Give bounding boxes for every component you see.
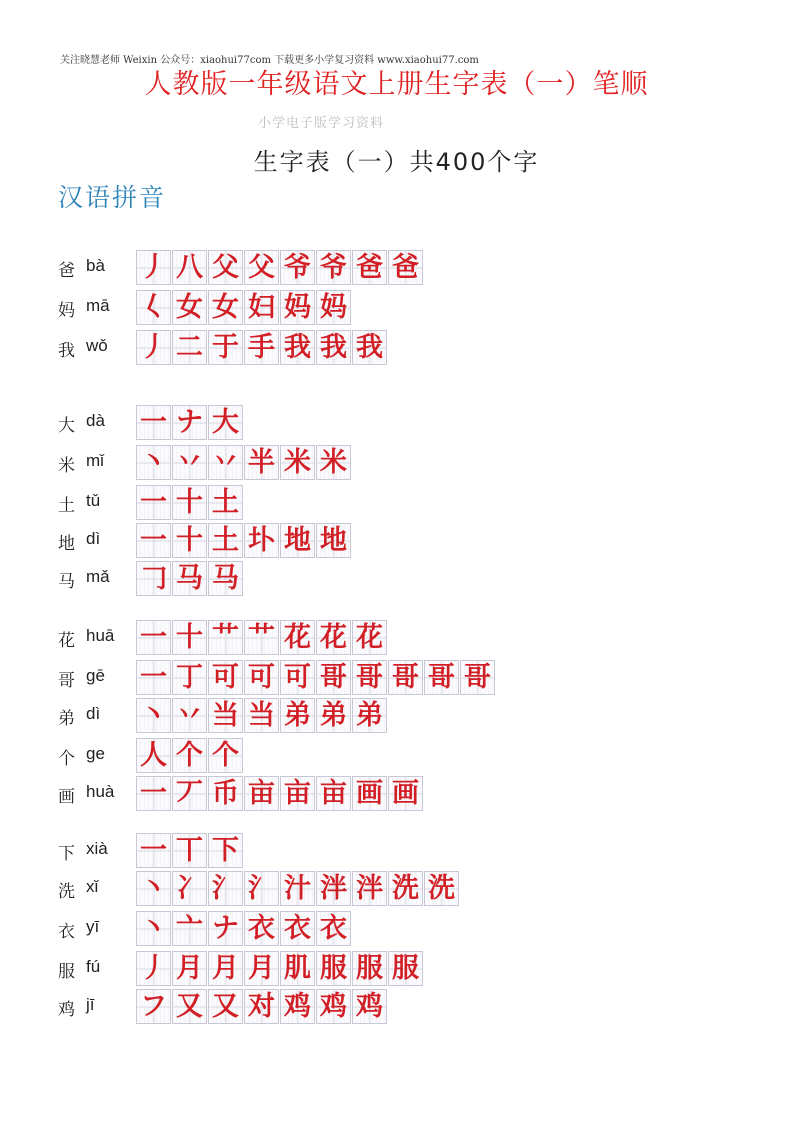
stroke-step-cell bbox=[208, 485, 243, 520]
stroke-step-glyph: 哥 bbox=[428, 662, 455, 693]
stroke-order-strip bbox=[136, 698, 388, 733]
stroke-step-glyph: 爸 bbox=[356, 252, 383, 283]
pinyin-label: mā bbox=[86, 296, 110, 315]
stroke-step-glyph: 又 bbox=[176, 991, 203, 1022]
stroke-step-glyph: 个 bbox=[176, 740, 203, 771]
stroke-step-cell bbox=[316, 523, 351, 558]
stroke-step-glyph: 洗 bbox=[428, 873, 455, 904]
stroke-step-cell bbox=[136, 738, 171, 773]
stroke-step-glyph: 丆 bbox=[176, 778, 203, 809]
stroke-step-cell bbox=[208, 989, 243, 1024]
stroke-step-cell bbox=[316, 776, 351, 811]
stroke-step-cell bbox=[208, 445, 243, 480]
char-label: 下 bbox=[58, 844, 75, 864]
watermark-text: 小学电子版学习资料 bbox=[258, 116, 385, 131]
stroke-step-glyph: 亩 bbox=[284, 778, 311, 809]
stroke-step-glyph: 人 bbox=[140, 740, 167, 771]
stroke-step-glyph: 丶 bbox=[140, 873, 167, 904]
stroke-step-cell bbox=[208, 911, 243, 946]
stroke-step-cell bbox=[172, 620, 207, 655]
header-note: 关注晓慧老师 Weixin 公众号：xiaohui77com 下载更多小学复习资料 www.xiaohui77.com bbox=[60, 55, 479, 66]
stroke-step-cell bbox=[208, 951, 243, 986]
stroke-step-glyph: 衣 bbox=[284, 913, 311, 944]
stroke-step-cell bbox=[316, 871, 351, 906]
stroke-step-cell bbox=[244, 911, 279, 946]
stroke-step-cell bbox=[352, 776, 387, 811]
stroke-step-cell bbox=[244, 523, 279, 558]
pinyin-label: mǐ bbox=[86, 451, 104, 470]
stroke-step-cell bbox=[208, 660, 243, 695]
stroke-step-glyph: 艹 bbox=[248, 622, 275, 653]
stroke-order-strip bbox=[136, 620, 388, 655]
pinyin-label: fú bbox=[86, 957, 101, 976]
stroke-step-glyph: 丶 bbox=[140, 447, 167, 478]
stroke-step-glyph: 对 bbox=[248, 991, 275, 1022]
page-subtitle: 生字表（一）共400个字 bbox=[253, 148, 540, 176]
stroke-step-cell bbox=[136, 561, 171, 596]
stroke-step-cell bbox=[280, 989, 315, 1024]
stroke-step-cell bbox=[388, 951, 423, 986]
stroke-step-cell bbox=[172, 523, 207, 558]
stroke-step-cell bbox=[208, 523, 243, 558]
stroke-step-glyph: 丶 bbox=[140, 913, 167, 944]
pinyin-label: mǎ bbox=[86, 567, 110, 586]
stroke-step-glyph: 可 bbox=[284, 662, 311, 693]
section-heading: 汉语拼音 bbox=[58, 183, 167, 212]
stroke-step-cell bbox=[136, 523, 171, 558]
stroke-step-glyph: 地 bbox=[284, 525, 311, 556]
stroke-step-cell bbox=[172, 250, 207, 285]
stroke-step-glyph: 妇 bbox=[248, 292, 275, 323]
stroke-step-glyph: 衣 bbox=[320, 913, 347, 944]
stroke-step-cell bbox=[136, 330, 171, 365]
stroke-step-glyph: 汁 bbox=[284, 873, 311, 904]
stroke-step-glyph: 女 bbox=[176, 292, 203, 323]
char-label: 哥 bbox=[58, 671, 75, 691]
pinyin-label: wǒ bbox=[86, 336, 108, 355]
stroke-step-cell bbox=[244, 776, 279, 811]
stroke-step-glyph: 一 bbox=[140, 525, 167, 556]
stroke-step-cell bbox=[460, 660, 495, 695]
stroke-step-glyph: 泮 bbox=[320, 873, 347, 904]
stroke-step-cell bbox=[244, 250, 279, 285]
stroke-step-cell bbox=[244, 951, 279, 986]
stroke-step-glyph: 币 bbox=[212, 778, 239, 809]
stroke-step-glyph: 当 bbox=[248, 700, 275, 731]
stroke-step-cell bbox=[352, 698, 387, 733]
stroke-step-cell bbox=[280, 620, 315, 655]
stroke-step-cell bbox=[316, 698, 351, 733]
stroke-step-cell bbox=[316, 911, 351, 946]
char-label: 个 bbox=[58, 749, 75, 769]
stroke-order-strip bbox=[136, 445, 352, 480]
stroke-step-cell bbox=[172, 738, 207, 773]
stroke-step-glyph: 米 bbox=[320, 447, 347, 478]
stroke-step-cell bbox=[352, 250, 387, 285]
stroke-step-glyph: 一 bbox=[140, 778, 167, 809]
stroke-step-cell bbox=[424, 871, 459, 906]
stroke-step-glyph: 服 bbox=[320, 953, 347, 984]
stroke-step-glyph: 氵 bbox=[248, 873, 275, 904]
stroke-step-glyph: 弟 bbox=[284, 700, 311, 731]
char-label: 我 bbox=[58, 341, 75, 361]
stroke-step-glyph: 肌 bbox=[284, 953, 311, 984]
stroke-step-cell bbox=[244, 989, 279, 1024]
stroke-step-glyph: 𡿨 bbox=[140, 292, 167, 323]
stroke-step-cell bbox=[172, 330, 207, 365]
stroke-step-cell bbox=[136, 445, 171, 480]
stroke-step-cell bbox=[136, 620, 171, 655]
stroke-step-glyph: 妈 bbox=[284, 292, 311, 323]
pinyin-label: huà bbox=[86, 782, 115, 801]
stroke-step-cell bbox=[280, 445, 315, 480]
stroke-step-glyph: 爷 bbox=[284, 252, 311, 283]
stroke-step-glyph: 妈 bbox=[320, 292, 347, 323]
char-label: 米 bbox=[58, 456, 75, 476]
stroke-step-glyph: 一 bbox=[140, 622, 167, 653]
char-label: 大 bbox=[58, 416, 75, 436]
stroke-step-cell bbox=[208, 330, 243, 365]
stroke-step-cell bbox=[136, 698, 171, 733]
page-title: 人教版一年级语文上册生字表（一）笔顺 bbox=[144, 69, 649, 100]
stroke-step-glyph: ナ bbox=[212, 913, 239, 944]
stroke-step-glyph: 丷 bbox=[212, 447, 239, 478]
char-label: 弟 bbox=[58, 709, 75, 729]
char-label: 洗 bbox=[58, 882, 75, 902]
stroke-step-glyph: 地 bbox=[320, 525, 347, 556]
stroke-step-glyph: 鸡 bbox=[356, 991, 383, 1022]
stroke-step-cell bbox=[316, 951, 351, 986]
stroke-step-glyph: 哥 bbox=[356, 662, 383, 693]
stroke-step-glyph: 丿 bbox=[140, 252, 167, 283]
stroke-step-cell bbox=[352, 989, 387, 1024]
stroke-step-cell bbox=[280, 330, 315, 365]
stroke-step-glyph: 个 bbox=[212, 740, 239, 771]
stroke-step-cell bbox=[280, 250, 315, 285]
stroke-order-strip bbox=[136, 290, 352, 325]
stroke-step-glyph: 月 bbox=[212, 953, 239, 984]
stroke-step-cell bbox=[352, 660, 387, 695]
stroke-step-glyph: 哥 bbox=[320, 662, 347, 693]
stroke-step-glyph: 八 bbox=[176, 252, 203, 283]
stroke-step-cell bbox=[208, 776, 243, 811]
stroke-step-glyph: 我 bbox=[284, 332, 311, 363]
stroke-step-glyph: 米 bbox=[284, 447, 311, 478]
pinyin-label: tǔ bbox=[86, 491, 101, 510]
stroke-step-glyph: 鸡 bbox=[284, 991, 311, 1022]
stroke-step-glyph: 父 bbox=[212, 252, 239, 283]
stroke-step-cell bbox=[136, 989, 171, 1024]
stroke-step-cell bbox=[388, 250, 423, 285]
stroke-step-cell bbox=[136, 485, 171, 520]
stroke-step-glyph: 艹 bbox=[212, 622, 239, 653]
stroke-step-cell bbox=[208, 250, 243, 285]
stroke-step-cell bbox=[208, 698, 243, 733]
char-label: 鸡 bbox=[58, 1000, 75, 1020]
stroke-step-cell bbox=[316, 290, 351, 325]
stroke-step-cell bbox=[316, 989, 351, 1024]
stroke-step-cell bbox=[136, 776, 171, 811]
stroke-order-strip bbox=[136, 871, 460, 906]
stroke-step-glyph: 丷 bbox=[176, 700, 203, 731]
stroke-step-cell bbox=[136, 833, 171, 868]
char-label: 画 bbox=[58, 787, 75, 807]
stroke-step-glyph: 亠 bbox=[176, 913, 203, 944]
stroke-step-glyph: 十 bbox=[176, 487, 203, 518]
stroke-step-glyph: 丷 bbox=[176, 447, 203, 478]
stroke-step-glyph: 亩 bbox=[320, 778, 347, 809]
stroke-order-strip bbox=[136, 523, 352, 558]
stroke-step-cell bbox=[352, 871, 387, 906]
stroke-step-glyph: 一 bbox=[140, 662, 167, 693]
stroke-order-strip bbox=[136, 738, 244, 773]
stroke-step-glyph: 泮 bbox=[356, 873, 383, 904]
stroke-step-cell bbox=[352, 951, 387, 986]
stroke-step-cell bbox=[244, 620, 279, 655]
stroke-step-glyph: 可 bbox=[248, 662, 275, 693]
stroke-step-cell bbox=[244, 330, 279, 365]
stroke-step-glyph: 服 bbox=[392, 953, 419, 984]
stroke-step-cell bbox=[172, 951, 207, 986]
stroke-step-cell bbox=[244, 290, 279, 325]
stroke-step-glyph: 丁 bbox=[176, 662, 203, 693]
stroke-step-cell bbox=[208, 290, 243, 325]
stroke-step-cell bbox=[280, 698, 315, 733]
stroke-step-cell bbox=[208, 561, 243, 596]
stroke-step-glyph: 马 bbox=[212, 563, 239, 594]
char-label: 土 bbox=[58, 496, 75, 516]
stroke-step-cell bbox=[388, 871, 423, 906]
stroke-step-glyph: 月 bbox=[248, 953, 275, 984]
stroke-step-cell bbox=[136, 911, 171, 946]
stroke-order-strip bbox=[136, 485, 244, 520]
stroke-step-glyph: 花 bbox=[284, 622, 311, 653]
stroke-step-cell bbox=[172, 660, 207, 695]
stroke-step-glyph: 一 bbox=[140, 835, 167, 866]
stroke-step-glyph: 𠃌 bbox=[140, 563, 167, 594]
char-label: 花 bbox=[58, 631, 75, 651]
stroke-step-glyph: 马 bbox=[176, 563, 203, 594]
stroke-step-cell bbox=[172, 405, 207, 440]
stroke-step-glyph: 手 bbox=[248, 332, 275, 363]
stroke-step-cell bbox=[136, 405, 171, 440]
stroke-step-glyph: 花 bbox=[356, 622, 383, 653]
stroke-step-glyph: 二 bbox=[176, 332, 203, 363]
stroke-step-glyph: 半 bbox=[248, 447, 275, 478]
stroke-step-glyph: 于 bbox=[212, 332, 239, 363]
stroke-step-cell bbox=[172, 871, 207, 906]
stroke-step-glyph: 当 bbox=[212, 700, 239, 731]
stroke-step-cell bbox=[388, 776, 423, 811]
stroke-step-glyph: 哥 bbox=[392, 662, 419, 693]
pinyin-label: dà bbox=[86, 411, 105, 430]
char-label: 爸 bbox=[58, 261, 75, 281]
stroke-step-cell bbox=[244, 698, 279, 733]
stroke-step-cell bbox=[172, 445, 207, 480]
stroke-step-glyph: 丿 bbox=[140, 953, 167, 984]
pinyin-label: ge bbox=[86, 744, 105, 763]
stroke-step-glyph: 十 bbox=[176, 622, 203, 653]
stroke-step-cell bbox=[208, 620, 243, 655]
stroke-step-glyph: 冫 bbox=[176, 873, 203, 904]
pinyin-label: xǐ bbox=[86, 877, 99, 896]
stroke-step-cell bbox=[172, 989, 207, 1024]
stroke-step-glyph: 女 bbox=[212, 292, 239, 323]
stroke-step-glyph: 哥 bbox=[464, 662, 491, 693]
char-label: 妈 bbox=[58, 301, 75, 321]
stroke-step-glyph: 鸡 bbox=[320, 991, 347, 1022]
stroke-step-cell bbox=[136, 871, 171, 906]
stroke-step-cell bbox=[136, 290, 171, 325]
pinyin-label: yī bbox=[86, 917, 100, 936]
stroke-step-cell bbox=[136, 660, 171, 695]
stroke-step-cell bbox=[280, 660, 315, 695]
stroke-step-glyph: 又 bbox=[212, 991, 239, 1022]
stroke-step-cell bbox=[244, 445, 279, 480]
stroke-step-glyph: 我 bbox=[320, 332, 347, 363]
stroke-step-glyph: 土 bbox=[212, 487, 239, 518]
stroke-order-strip bbox=[136, 911, 352, 946]
pinyin-label: bà bbox=[86, 256, 105, 275]
stroke-step-glyph: ナ bbox=[176, 407, 203, 438]
stroke-step-glyph: 亩 bbox=[248, 778, 275, 809]
stroke-step-cell bbox=[172, 485, 207, 520]
stroke-step-glyph: 衣 bbox=[248, 913, 275, 944]
stroke-step-cell bbox=[172, 561, 207, 596]
stroke-step-glyph: 一 bbox=[140, 407, 167, 438]
stroke-step-glyph: 服 bbox=[356, 953, 383, 984]
pinyin-label: dì bbox=[86, 704, 101, 723]
stroke-order-strip bbox=[136, 250, 424, 285]
pinyin-label: dì bbox=[86, 529, 101, 548]
stroke-step-glyph: 下 bbox=[212, 835, 239, 866]
stroke-step-glyph: 土 bbox=[212, 525, 239, 556]
stroke-step-cell bbox=[280, 290, 315, 325]
stroke-order-strip bbox=[136, 660, 496, 695]
stroke-step-glyph: 圤 bbox=[248, 525, 275, 556]
stroke-step-cell bbox=[136, 951, 171, 986]
stroke-step-cell bbox=[244, 660, 279, 695]
stroke-step-cell bbox=[136, 250, 171, 285]
stroke-step-cell bbox=[388, 660, 423, 695]
stroke-step-cell bbox=[208, 405, 243, 440]
stroke-step-glyph: 丅 bbox=[176, 835, 203, 866]
stroke-step-glyph: 月 bbox=[176, 953, 203, 984]
stroke-step-cell bbox=[172, 911, 207, 946]
stroke-order-strip bbox=[136, 776, 424, 811]
char-label: 服 bbox=[58, 962, 75, 982]
stroke-step-glyph: 我 bbox=[356, 332, 383, 363]
stroke-step-glyph: 一 bbox=[140, 487, 167, 518]
stroke-step-cell bbox=[316, 330, 351, 365]
stroke-step-glyph: 氵 bbox=[212, 873, 239, 904]
stroke-step-glyph: 丶 bbox=[140, 700, 167, 731]
stroke-step-cell bbox=[316, 620, 351, 655]
stroke-step-cell bbox=[280, 776, 315, 811]
stroke-order-strip bbox=[136, 833, 244, 868]
stroke-step-cell bbox=[352, 620, 387, 655]
stroke-step-glyph: 画 bbox=[356, 778, 383, 809]
stroke-step-cell bbox=[280, 523, 315, 558]
stroke-step-glyph: 画 bbox=[392, 778, 419, 809]
stroke-step-cell bbox=[172, 776, 207, 811]
char-label: 衣 bbox=[58, 922, 75, 942]
stroke-step-cell bbox=[172, 833, 207, 868]
stroke-order-strip bbox=[136, 951, 424, 986]
stroke-step-glyph: 弟 bbox=[320, 700, 347, 731]
stroke-step-glyph: 花 bbox=[320, 622, 347, 653]
stroke-order-strip bbox=[136, 405, 244, 440]
stroke-step-glyph: 洗 bbox=[392, 873, 419, 904]
pinyin-label: xià bbox=[86, 839, 108, 858]
stroke-step-glyph: 父 bbox=[248, 252, 275, 283]
stroke-order-strip bbox=[136, 330, 388, 365]
stroke-step-glyph: 爸 bbox=[392, 252, 419, 283]
stroke-step-cell bbox=[316, 250, 351, 285]
stroke-order-strip bbox=[136, 989, 388, 1024]
stroke-step-cell bbox=[280, 911, 315, 946]
stroke-step-cell bbox=[208, 833, 243, 868]
stroke-step-glyph: 十 bbox=[176, 525, 203, 556]
stroke-step-cell bbox=[208, 871, 243, 906]
stroke-step-cell bbox=[316, 445, 351, 480]
stroke-step-cell bbox=[172, 290, 207, 325]
stroke-step-cell bbox=[208, 738, 243, 773]
stroke-step-cell bbox=[172, 698, 207, 733]
stroke-step-glyph: 弟 bbox=[356, 700, 383, 731]
stroke-order-strip bbox=[136, 561, 244, 596]
pinyin-label: jī bbox=[86, 995, 95, 1014]
stroke-step-cell bbox=[316, 660, 351, 695]
stroke-step-cell bbox=[280, 871, 315, 906]
pinyin-label: gē bbox=[86, 666, 105, 685]
stroke-step-glyph: 大 bbox=[212, 407, 239, 438]
stroke-step-cell bbox=[352, 330, 387, 365]
stroke-step-glyph: 丿 bbox=[140, 332, 167, 363]
stroke-step-cell bbox=[244, 871, 279, 906]
pinyin-label: huā bbox=[86, 626, 115, 645]
stroke-step-cell bbox=[280, 951, 315, 986]
stroke-step-glyph: 爷 bbox=[320, 252, 347, 283]
char-label: 地 bbox=[58, 534, 75, 554]
stroke-step-glyph: 可 bbox=[212, 662, 239, 693]
stroke-step-cell bbox=[424, 660, 459, 695]
stroke-step-glyph: フ bbox=[140, 991, 167, 1022]
char-label: 马 bbox=[58, 572, 75, 592]
